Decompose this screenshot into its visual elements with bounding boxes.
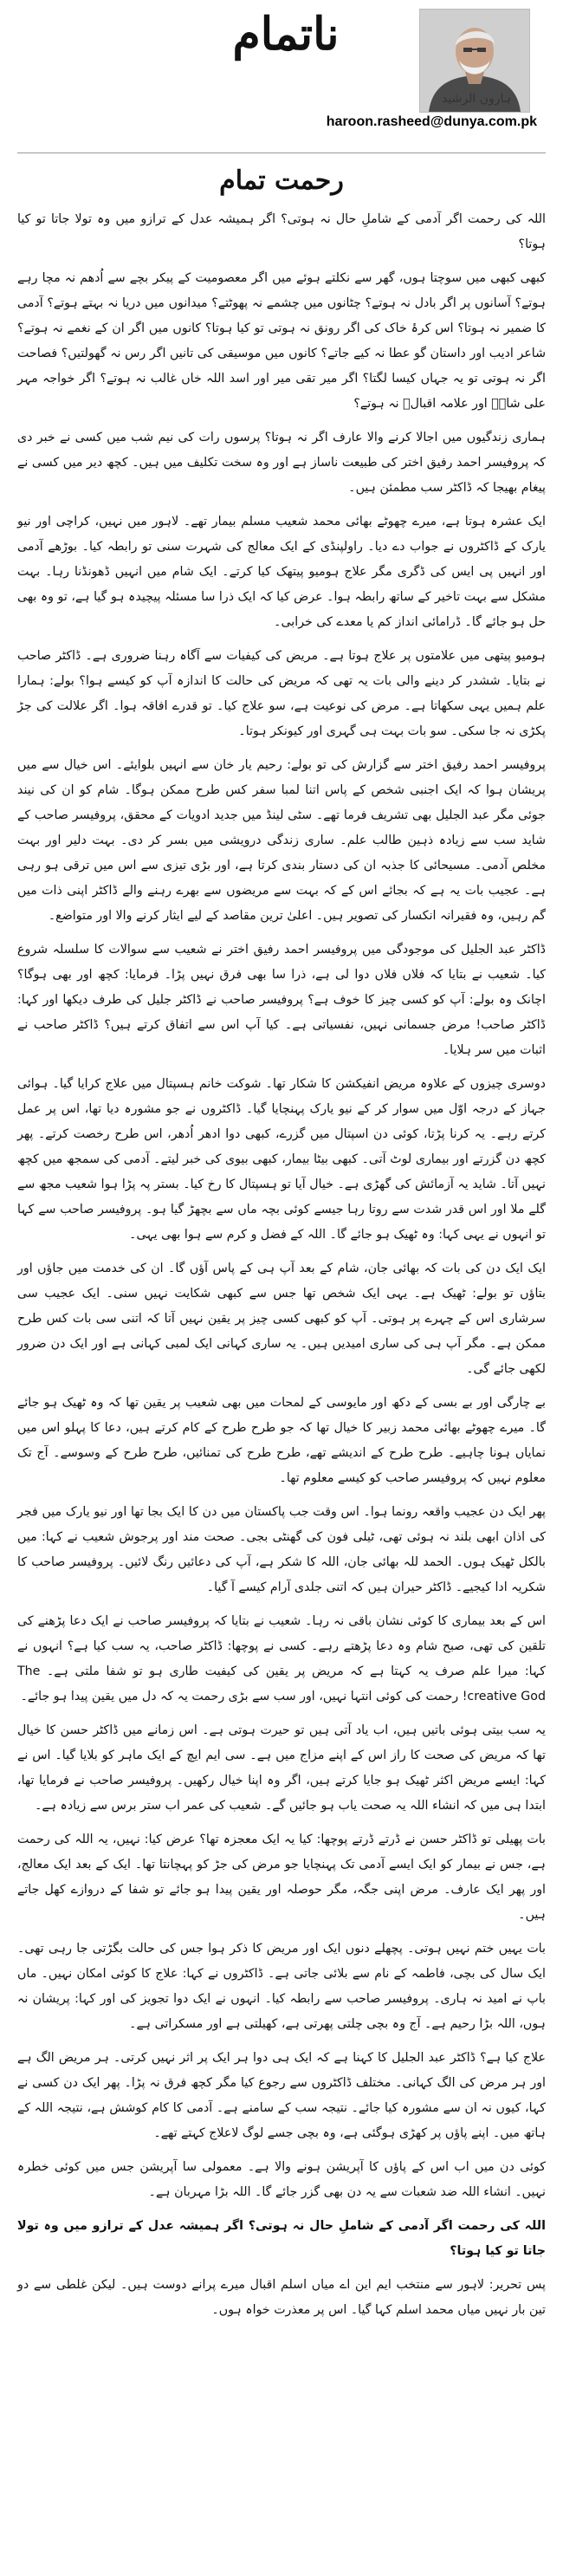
column-title: ناتمام bbox=[232, 8, 340, 61]
paragraph: پھر ایک دن عجیب واقعہ رونما ہوا۔ اس وقت جب پاکستان میں دن کا ایک بجا تھا اور نیو یارک میں فجر کی اذان ابھی بلند نہ ہوئی تھی، ٹیلی فون کی گھنٹی بجی۔ صحت مند اور پرجوش شعیب نے کہا: میں بالکل ٹھیک ہوں۔ الحمد للہ بھائی جان، اللہ کا شکر ہے، آپ کی دعائیں رنگ لائیں۔ پروفیسر صاحب کا شکریہ ادا کیجیے۔ ڈاکٹر حیران ہیں کہ اتنی جلدی آرام کیسے آ گیا۔ bbox=[17, 1505, 546, 1594]
paragraph: ایک ایک دن کی بات کہ بھائی جان، شام کے بعد آپ ہی کے پاس آؤں گا۔ ان کی خدمت میں جاؤں اور بتاؤں تو بولے: ٹھیک ہے۔ یہی ایک شخص تھا جس سے کبھی شکایت نہیں سنی۔ ایک عجیب سی سرشاری اس کے چہرے پر ہوتی۔ آپ کو کبھی کسی چیز پر یقین نہیں آتا کہ اتنی سی بات کس طرح ممکن ہے۔ مگر آپ ہی کی ساری امیدیں ہیں۔ یہ ساری کہانی ایک لمبی کہانی ہے اور ایک دن ضرور لکھی جائے گی۔ bbox=[17, 1262, 546, 1376]
paragraph: کوئی دن میں اب اس کے پاؤں کا آپریشن ہونے والا ہے۔ معمولی سا آپریشن جس میں کوئی خطرہ نہیں۔ انشاء اللہ ضد شعبات سے یہ دن بھی گزر جائے گا۔ اللہ بڑا مہربان ہے۔ bbox=[17, 2160, 546, 2199]
paragraph: پروفیسر احمد رفیق اختر سے گزارش کی تو بولے: رحیم یار خان سے انہیں بلوایئے۔ اس خیال سے میں پریشان ہوا کہ ایک اجنبی شخص کے پاس اتنا لمبا سفر کس طرح ممکن ہوگا۔ شام کو ان کی نیند جوئی مگر عبد الجلیل بھی تشریف فرما تھے۔ سٹی لینڈ میں جدید ادویات کے محقق، پروفیسر صاحب کے شاید سب سے زیادہ ذہین طالب علم۔ ساری زندگی درویشی میں بسر کر دی۔ بہت دلیر اور بہت مخلص آدمی۔ مسیحائی کا جذبہ ان کی دستار بندی کرتا ہے، اور بڑی تیزی سے اس میں ترقی ہو رہی ہے۔ عجیب بات یہ ہے کہ بجائے اس کے کہ بہت سے مریضوں سے بھرے رہنے والے ڈاکٹر اپنی ذات میں گم رہیں، وہ فقیرانہ انکسار کی تصویر ہیں۔ اعلیٰ ترین مقاصد کے لیے ایثار کرنے والا اور متواضع۔ bbox=[17, 758, 546, 923]
paragraph: دوسری چیزوں کے علاوہ مریض انفیکشن کا شکار تھا۔ شوکت خانم ہسپتال میں علاج کرایا گیا۔ ہوائی جہاز کے درجہ اوّل میں سوار کر کے نیو یارک پہنچایا گیا۔ ڈاکٹروں نے جو مشورہ دیا تھا، اس پر عمل کرتے رہے۔ یہ کرنا پڑتا، کوئی دن اسپتال میں گزرے، کبھی دوا ادھر اُدھر، اس طرح رخصت کرتے۔ پھر کچھ دن گزرتے اور بیماری لوٹ آتی۔ کبھی بیٹا بیمار، کبھی بیوی کی خبر لیتے۔ آدمی کی سمجھ میں کچھ نہیں آتا۔ شاید یہ آزمائش کی گھڑی ہے۔ خیال آیا تو ہسپتال کا رخ کیا۔ بستر پہ پڑا ہوا شعیب مجھ سے گلے ملا اور اس قدر شدت سے روتا رہا جیسے کوئی بچہ ماں سے بچھڑ گیا ہو۔ پروفیسر صاحب سے کہا تو انہوں نے یہی کہا: وہ ٹھیک ہو جائے گا۔ اللہ کے فضل و کرم سے ہوا بھی یہی۔ bbox=[17, 1077, 546, 1242]
paragraph: بات یہیں ختم نہیں ہوتی۔ پچھلے دنوں ایک اور مریض کا ذکر ہوا جس کی حالت بگڑتی جا رہی تھی۔ ایک سال کی بچی، فاطمہ کے نام سے بلائی جاتی ہے۔ ڈاکٹروں نے کہا: علاج کا کوئی امکان نہیں۔ ماں باپ نے امید نہ ہاری۔ پروفیسر صاحب سے رابطہ کیا۔ انہوں نے ایک دوا تجویز کی اور کہا: پریشان نہ ہوں، اللہ بڑا رحیم ہے۔ آج وہ بچی چلتی پھرتی ہے، کھیلتی ہے اور مسکراتی ہے۔ bbox=[17, 1942, 546, 2031]
paragraph: اللہ کی رحمت اگر آدمی کے شاملِ حال نہ ہوتی؟ اگر ہمیشہ عدل کے ترازو میں وہ تولا جاتا تو کیا ہوتا؟ bbox=[17, 212, 546, 251]
paragraph: علاج کیا ہے؟ ڈاکٹر عبد الجلیل کا کہنا ہے کہ ایک ہی دوا ہر ایک پر اثر نہیں کرتی۔ ہر مریض الگ ہے اور ہر مرض کی الگ کہانی۔ مختلف ڈاکٹروں سے رجوع کیا مگر کچھ فرق نہ پڑا۔ پھر ایک دن کسی نے کہا، کیوں نہ ان سے مشورہ کیا جائے۔ نتیجہ سب کے سامنے ہے۔ آدمی کا کام کوشش ہے، نتیجہ اللہ کے ہاتھ میں۔ اپنے پاؤں پر کھڑی ہوگئی ہے، وہ بچی جسے لوگ لاعلاج کہتے تھے۔ bbox=[17, 2051, 546, 2140]
author-name: ہارون الرشید bbox=[442, 92, 511, 106]
author-email[interactable]: haroon.rasheed@dunya.com.pk bbox=[326, 114, 537, 129]
column-masthead bbox=[17, 0, 546, 153]
paragraph: یہ سب بیتی ہوئی باتیں ہیں، اب یاد آتی ہیں تو حیرت ہوتی ہے۔ اس زمانے میں ڈاکٹر حسن کا خیال تھا کہ مریض کی صحت کا راز اس کے اپنے مزاج میں ہے۔ سی ایم ایچ کے ایک ماہر کو بلایا گیا۔ اس نے کہا: ایسے مریض اکثر ٹھیک ہو جایا کرتے ہیں، اگر وہ اپنا خیال رکھیں۔ پروفیسر صاحب نے فرمایا تھا، ابتدا ہی میں کہ انشاء اللہ یہ صحت یاب ہو جائیں گے۔ شعیب کی عمر اب ستر برس سے زیادہ ہے۔ bbox=[17, 1723, 546, 1813]
paragraph: ایک عشرہ ہوتا ہے، میرے چھوٹے بھائی محمد شعیب مسلم بیمار تھے۔ لاہور میں نہیں، کراچی اور نیو یارک کے ڈاکٹروں نے جواب دے دیا۔ راولپنڈی کے ایک معالج کی شہرت سنی تو رابطہ کیا۔ بوڑھے آدمی اور انہیں پی ایس کی ڈگری مگر علاج ہومیو پیتھک کیا کرتے۔ ایک شام میں انہیں ڈھونڈنا رہا۔ بہت مشکل سے بہت تاخیر کے ساتھ رابطہ ہوا۔ عرض کیا کہ ایک ذرا سا مسئلہ پیچیدہ ہو گیا ہے، تو وہ بھی حل ہو جائے گا۔ ڈرامائی انداز کم یا معدے کی خرابی۔ bbox=[17, 515, 546, 629]
postscript: پس تحریر: لاہور سے منتخب ایم این اے میاں اسلم اقبال میرے پرانے دوست ہیں۔ لیکن غلطی سے دو تین بار نہیں میاں محمد اسلم کہا گیا۔ اس پر معذرت خواہ ہوں۔ bbox=[17, 2278, 546, 2317]
paragraph: اس کے بعد بیماری کا کوئی نشان باقی نہ رہا۔ شعیب نے بتایا کہ پروفیسر صاحب نے ایک دعا پڑھنے کی تلقین کی تھی، صبح شام وہ دعا پڑھتے رہے۔ کسی نے پوچھا: ڈاکٹر صاحب، یہ سب کیا ہے؟ انہوں نے کہا: میرا علم صرف یہ کہتا ہے کہ مریض پر یقین کی کیفیت طاری ہو تو شفا ملتی ہے۔ The creative God! رحمت کی کوئی انتہا نہیں، اور سب سے بڑی رحمت یہ کہ دل میں یقین پیدا ہو جائے۔ bbox=[17, 1614, 546, 1703]
article-body bbox=[17, 207, 546, 2323]
paragraph: ہماری زندگیوں میں اجالا کرنے والا عارف اگر نہ ہوتا؟ پرسوں رات کی نیم شب میں کسی نے خبر دی کہ پروفیسر احمد رفیق اختر کی طبیعت ناساز ہے اور وہ سخت تکلیف میں ہیں۔ کچھ دیر میں کسی نے پیغام بھیجا کہ ڈاکٹر سب مطمئن ہیں۔ bbox=[17, 431, 546, 495]
paragraph: ڈاکٹر عبد الجلیل کی موجودگی میں پروفیسر احمد رفیق اختر نے شعیب سے سوالات کا سلسلہ شروع کیا۔ شعیب نے بتایا کہ فلاں فلاں دوا لی ہے، ذرا سا بھی فرق نہیں پڑا۔ فرمایا: کچھ اور بھی ہوگا؟ اچانک وہ بولے: آپ کو کسی چیز کا خوف ہے؟ پروفیسر صاحب نے ڈاکٹر جلیل کی طرف دیکھا اور کہا: ڈاکٹر صاحب! مرض جسمانی نہیں، نفسیاتی ہے۔ کیا آپ اس سے اتفاق کرتے ہیں؟ ڈاکٹر صاحب نے اثبات میں سر ہلایا۔ bbox=[17, 943, 546, 1057]
paragraph: بے چارگی اور بے بسی کے دکھ اور مایوسی کے لمحات میں بھی شعیب پر یقین تھا کہ وہ ٹھیک ہو جائے گا۔ میرے چھوٹے بھائی محمد زبیر کا خیال تھا کہ جو طرح طرح کے کام کرتے ہیں، دعا کا پہلو اس میں نمایاں ہونا چاہیے۔ طرح طرح کے اندیشے تھے، طرح طرح کی تمنائیں، طرح طرح کے وسوسے۔ آج تک معلوم نہیں کہ پروفیسر صاحب کو کیسے معلوم تھا۔ bbox=[17, 1396, 546, 1485]
paragraph: کبھی کبھی میں سوچتا ہوں، گھر سے نکلتے ہوئے میں اگر معصومیت کے پیکر بچے سے اُدھم نہ مچا رہے ہوتے؟ آسانوں پر اگر بادل نہ ہوتے؟ چٹانوں میں چشمے نہ پھوٹتے؟ میدانوں میں دریا نہ بہتے ہوتے؟ آدمی کا ضمیر نہ ہوتا؟ اس کرۂ خاک کی اگر رونق نہ ہوتی تو کیا ہوتا؟ کانوں میں اگر ان کے نغمے نہ ہوتے؟ شاعر ادیب اور داستان گو عطا نہ کیے جاتے؟ کانوں میں موسیقی کی تانیں اگر رس نہ گھولتیں؟ فصاحت اگر نہ ہوتی تو یہ جہاں کیسا لگتا؟ اگر میر تقی میر اور اسد اللہ خاں غالب نہ ہوتے؟ اگر خواجہ مہر علی شاہؒ اور علامہ اقبالؒ نہ ہوتے؟ bbox=[17, 271, 546, 411]
paragraph: بات پھیلی تو ڈاکٹر حسن نے ڈرتے ڈرتے پوچھا: کیا یہ ایک معجزہ تھا؟ عرض کیا: نہیں، یہ اللہ کی رحمت ہے، جس نے بیمار کو ایک ایسے آدمی تک پہنچایا جو مرض کی جڑ کو پہچانتا تھا۔ ایک کے بعد ایک معالج، اور پھر ایک عارف۔ مرض اپنی جگہ، مگر حوصلہ اور یقین پیدا ہو جائے تو شفا کے دروازے کھل جاتے ہیں۔ bbox=[17, 1833, 546, 1922]
paragraph: ہومیو پیتھی میں علامتوں پر علاج ہوتا ہے۔ مریض کی کیفیات سے آگاہ رہنا ضروری ہے۔ ڈاکٹر صاحب نے بتایا۔ ششدر کر دینے والی بات یہ تھی کہ مریض کی حالت کا اندازہ آپ کو کیسے ہوا؟ بولے: ہمارا علم ہمیں یہی سکھاتا ہے۔ مرض کی نوعیت ہے، سو علاج کیا۔ تو قدرے افاقہ ہوا۔ اگر علالت کی جڑ پکڑی نہ جا سکی۔ سو بات بہت ہی گہری اور کیونکر ہوتا۔ bbox=[17, 649, 546, 738]
article-headline: رحمت تمام bbox=[219, 165, 344, 196]
closing-paragraph: اللہ کی رحمت اگر آدمی کے شاملِ حال نہ ہوتی؟ اگر ہمیشہ عدل کے ترازو میں وہ تولا جاتا تو کیا ہوتا؟ bbox=[17, 2219, 546, 2258]
